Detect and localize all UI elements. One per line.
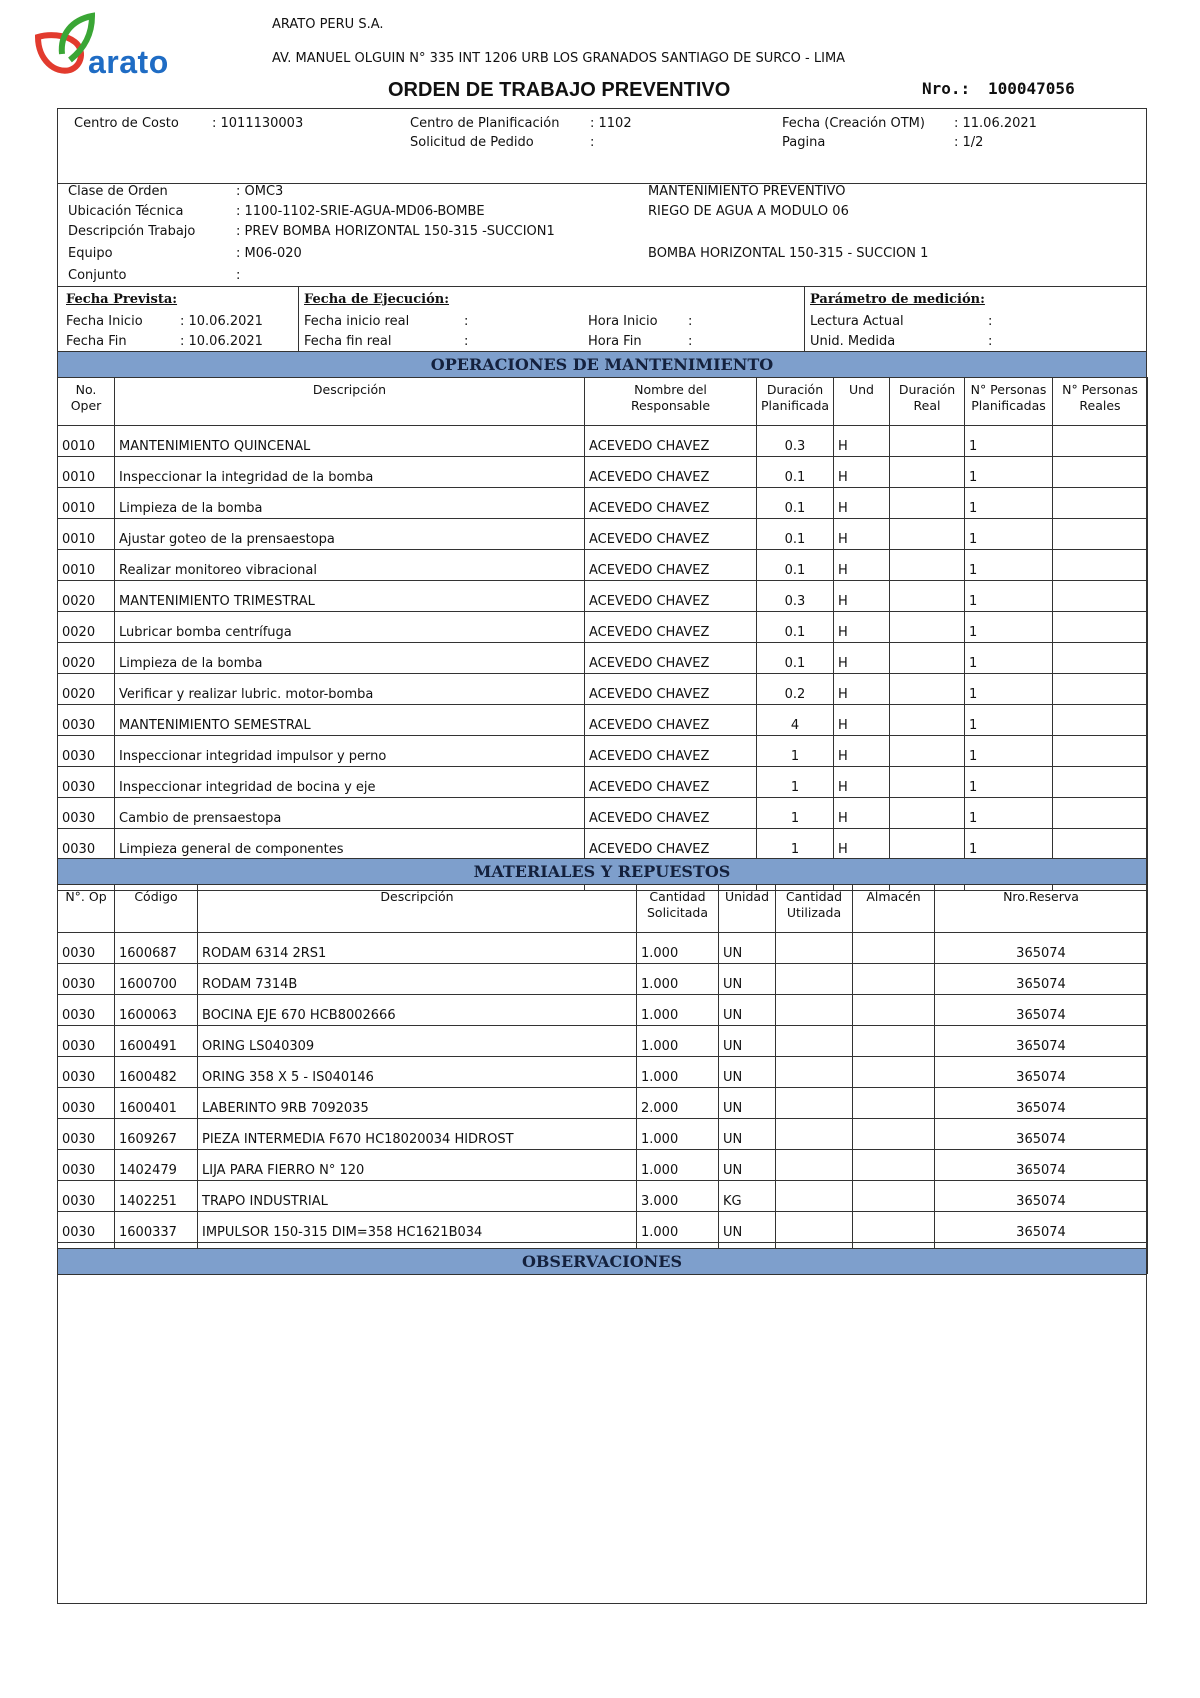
operations-cell: 0020 xyxy=(58,643,115,674)
operations-cell: 0010 xyxy=(58,519,115,550)
table-row xyxy=(58,1057,1148,1088)
materials-cell: RODAM 6314 2RS1 xyxy=(198,933,637,964)
materials-cell xyxy=(776,1212,853,1243)
operations-cell: 1 xyxy=(965,457,1053,488)
materials-header-cell: Almacén xyxy=(853,885,935,933)
operations-cell: H xyxy=(834,643,890,674)
operations-cell xyxy=(1053,581,1148,612)
operations-cell: H xyxy=(834,705,890,736)
creation-date-label: Fecha (Creación OTM) xyxy=(782,116,925,131)
operations-cell xyxy=(890,705,965,736)
order-number: 100047056 xyxy=(988,79,1075,98)
work-desc-label: Descripción Trabajo xyxy=(68,224,196,239)
company-logo xyxy=(30,12,205,87)
planned-dates-title: Fecha Prevista: xyxy=(66,292,178,307)
materials-cell xyxy=(853,933,935,964)
materials-header-cell: Unidad xyxy=(719,885,776,933)
materials-cell xyxy=(776,995,853,1026)
table-row xyxy=(58,798,1148,829)
page-label: Pagina xyxy=(782,135,826,150)
operations-cell xyxy=(1053,550,1148,581)
operations-cell: Realizar monitoreo vibracional xyxy=(115,550,585,581)
page-title: ORDEN DE TRABAJO PREVENTIVO xyxy=(388,79,731,101)
materials-cell: LIJA PARA FIERRO N° 120 xyxy=(198,1150,637,1181)
table-row xyxy=(58,1150,1148,1181)
materials-cell: PIEZA INTERMEDIA F670 HC18020034 HIDROST xyxy=(198,1119,637,1150)
materials-cell: UN xyxy=(719,1212,776,1243)
materials-cell: 0030 xyxy=(58,995,115,1026)
table-row xyxy=(58,705,1148,736)
materials-cell: 1.000 xyxy=(637,964,719,995)
creation-date-value: : 11.06.2021 xyxy=(954,116,1037,131)
materials-cell: UN xyxy=(719,964,776,995)
materials-cell: KG xyxy=(719,1181,776,1212)
materials-header-cell: Código xyxy=(115,885,198,933)
materials-cell: 0030 xyxy=(58,1088,115,1119)
operations-cell: 1 xyxy=(965,612,1053,643)
actual-start-value: : xyxy=(464,314,469,329)
table-row xyxy=(58,933,1148,964)
table-row xyxy=(58,581,1148,612)
operations-cell: MANTENIMIENTO TRIMESTRAL xyxy=(115,581,585,612)
operations-cell xyxy=(1053,488,1148,519)
operations-cell xyxy=(890,643,965,674)
operations-cell: Lubricar bomba centrífuga xyxy=(115,612,585,643)
operations-cell: ACEVEDO CHAVEZ xyxy=(585,674,757,705)
materials-cell xyxy=(853,1181,935,1212)
materials-cell: 365074 xyxy=(935,1181,1148,1212)
operations-cell: H xyxy=(834,798,890,829)
planned-start-value: : 10.06.2021 xyxy=(180,314,263,329)
operations-cell: Inspeccionar la integridad de la bomba xyxy=(115,457,585,488)
materials-cell xyxy=(853,1088,935,1119)
operations-cell xyxy=(1053,767,1148,798)
materials-cell: 365074 xyxy=(935,964,1148,995)
operations-cell: 0010 xyxy=(58,488,115,519)
materials-cell: 1600482 xyxy=(115,1057,198,1088)
materials-cell xyxy=(853,1026,935,1057)
operations-cell: Inspeccionar integridad impulsor y perno xyxy=(115,736,585,767)
operations-cell: 1 xyxy=(965,550,1053,581)
operations-cell xyxy=(1053,798,1148,829)
operations-cell: Limpieza de la bomba xyxy=(115,488,585,519)
materials-cell: UN xyxy=(719,1057,776,1088)
operations-cell: 0.3 xyxy=(757,426,834,457)
table-row xyxy=(58,1088,1148,1119)
operations-cell: 0010 xyxy=(58,550,115,581)
materials-cell: 365074 xyxy=(935,1212,1148,1243)
table-row xyxy=(58,674,1148,705)
table-row xyxy=(58,964,1148,995)
materials-cell: LABERINTO 9RB 7092035 xyxy=(198,1088,637,1119)
operations-cell: 0020 xyxy=(58,581,115,612)
operations-cell: 0.2 xyxy=(757,674,834,705)
materials-cell: 1600337 xyxy=(115,1212,198,1243)
materials-cell: 0030 xyxy=(58,933,115,964)
materials-cell xyxy=(853,1057,935,1088)
materials-cell: UN xyxy=(719,1026,776,1057)
table-row xyxy=(58,457,1148,488)
actual-start-label: Fecha inicio real xyxy=(304,314,410,329)
operations-cell: ACEVEDO CHAVEZ xyxy=(585,457,757,488)
request-value: : xyxy=(590,135,595,150)
materials-cell: UN xyxy=(719,995,776,1026)
table-row xyxy=(58,550,1148,581)
materials-cell: 365074 xyxy=(935,1088,1148,1119)
operations-cell: 1 xyxy=(965,829,1053,860)
operations-cell: ACEVEDO CHAVEZ xyxy=(585,736,757,767)
materials-header-cell: N°. Op xyxy=(58,885,115,933)
page-value: : 1/2 xyxy=(954,135,984,150)
unit-value: : xyxy=(988,334,993,349)
logo-wordmark: arato xyxy=(88,44,169,80)
actual-end-value: : xyxy=(464,334,469,349)
order-class-value: : OMC3 xyxy=(236,184,284,199)
table-row xyxy=(58,1119,1148,1150)
end-time-value: : xyxy=(688,334,693,349)
order-info-section xyxy=(57,183,1147,287)
materials-header-cell: Cantidad Utilizada xyxy=(776,885,853,933)
operations-cell: H xyxy=(834,426,890,457)
operations-cell: Limpieza general de componentes xyxy=(115,829,585,860)
operations-cell: ACEVEDO CHAVEZ xyxy=(585,550,757,581)
operations-cell: 1 xyxy=(757,798,834,829)
assembly-label: Conjunto xyxy=(68,268,127,283)
operations-cell: 0010 xyxy=(58,426,115,457)
materials-cell: 1.000 xyxy=(637,933,719,964)
cost-center-label: Centro de Costo xyxy=(74,116,179,131)
operations-cell: 1 xyxy=(965,767,1053,798)
equipment-desc: BOMBA HORIZONTAL 150-315 - SUCCION 1 xyxy=(648,246,929,261)
operations-cell xyxy=(1053,736,1148,767)
materials-cell: 1.000 xyxy=(637,995,719,1026)
operations-cell xyxy=(890,798,965,829)
materials-cell: 1402479 xyxy=(115,1150,198,1181)
operations-header-cell: N° Personas Planificadas xyxy=(965,378,1053,426)
materials-cell: 1402251 xyxy=(115,1181,198,1212)
materials-cell: RODAM 7314B xyxy=(198,964,637,995)
reading-value: : xyxy=(988,314,993,329)
table-row xyxy=(58,519,1148,550)
dates-divider xyxy=(804,286,805,352)
table-row xyxy=(58,1026,1148,1057)
materials-cell: 0030 xyxy=(58,1119,115,1150)
operations-cell xyxy=(1053,426,1148,457)
operations-cell: 0030 xyxy=(58,736,115,767)
materials-title: MATERIALES Y REPUESTOS xyxy=(57,858,1147,885)
equipment-value: : M06-020 xyxy=(236,246,302,261)
materials-cell xyxy=(776,964,853,995)
operations-cell: ACEVEDO CHAVEZ xyxy=(585,643,757,674)
order-number-label: Nro.: xyxy=(922,79,971,98)
materials-cell xyxy=(853,1212,935,1243)
operations-cell: 1 xyxy=(965,488,1053,519)
operations-cell xyxy=(890,519,965,550)
operations-cell: 1 xyxy=(757,767,834,798)
request-label: Solicitud de Pedido xyxy=(410,135,534,150)
operations-header-cell: N° Personas Reales xyxy=(1053,378,1148,426)
materials-cell: 1600700 xyxy=(115,964,198,995)
operations-cell: 1 xyxy=(965,519,1053,550)
operations-cell: ACEVEDO CHAVEZ xyxy=(585,767,757,798)
operations-cell: 0.1 xyxy=(757,457,834,488)
company-name: ARATO PERU S.A. xyxy=(272,17,384,32)
materials-cell: 1.000 xyxy=(637,1119,719,1150)
operations-cell: 0.1 xyxy=(757,612,834,643)
materials-cell: 0030 xyxy=(58,1057,115,1088)
start-time-value: : xyxy=(688,314,693,329)
materials-cell xyxy=(776,933,853,964)
materials-cell: 1600063 xyxy=(115,995,198,1026)
operations-cell: 1 xyxy=(965,736,1053,767)
materials-cell: UN xyxy=(719,1088,776,1119)
operations-cell xyxy=(890,767,965,798)
operations-cell: ACEVEDO CHAVEZ xyxy=(585,829,757,860)
operations-cell xyxy=(1053,705,1148,736)
operations-cell: Inspeccionar integridad de bocina y eje xyxy=(115,767,585,798)
operations-cell: 1 xyxy=(757,736,834,767)
operations-cell: ACEVEDO CHAVEZ xyxy=(585,705,757,736)
operations-cell xyxy=(890,612,965,643)
table-row xyxy=(58,736,1148,767)
materials-header-cell: Cantidad Solicitada xyxy=(637,885,719,933)
materials-cell: TRAPO INDUSTRIAL xyxy=(198,1181,637,1212)
execution-dates-title: Fecha de Ejecución: xyxy=(304,292,450,307)
materials-cell: 365074 xyxy=(935,1057,1148,1088)
planning-center-value: : 1102 xyxy=(590,116,632,131)
dates-divider xyxy=(298,286,299,352)
planned-start-label: Fecha Inicio xyxy=(66,314,143,329)
operations-cell: Verificar y realizar lubric. motor-bomba xyxy=(115,674,585,705)
operations-cell xyxy=(890,829,965,860)
operations-cell xyxy=(890,674,965,705)
materials-cell: 365074 xyxy=(935,1150,1148,1181)
materials-cell: IMPULSOR 150-315 DIM=358 HC1621B034 xyxy=(198,1212,637,1243)
company-address: AV. MANUEL OLGUIN N° 335 INT 1206 URB LOS GRANADOS SANTIAGO DE SURCO - LIMA xyxy=(272,51,846,66)
materials-cell: 1600687 xyxy=(115,933,198,964)
table-row xyxy=(58,426,1148,457)
operations-cell: 0.1 xyxy=(757,519,834,550)
cost-center-value: : 1011130003 xyxy=(212,116,304,131)
materials-cell: BOCINA EJE 670 HCB8002666 xyxy=(198,995,637,1026)
planning-center-label: Centro de Planificación xyxy=(410,116,560,131)
operations-header-cell: Und xyxy=(834,378,890,426)
order-class-label: Clase de Orden xyxy=(68,184,168,199)
operations-cell xyxy=(1053,643,1148,674)
materials-cell: 3.000 xyxy=(637,1181,719,1212)
location-label: Ubicación Técnica xyxy=(68,204,184,219)
materials-cell xyxy=(853,1119,935,1150)
operations-cell: 1 xyxy=(965,705,1053,736)
materials-cell: 365074 xyxy=(935,995,1148,1026)
operations-cell: H xyxy=(834,612,890,643)
operations-cell xyxy=(1053,674,1148,705)
operations-cell: MANTENIMIENTO QUINCENAL xyxy=(115,426,585,457)
operations-cell xyxy=(890,736,965,767)
reading-label: Lectura Actual xyxy=(810,314,904,329)
table-row xyxy=(58,1212,1148,1243)
materials-cell: 0030 xyxy=(58,1150,115,1181)
materials-table xyxy=(57,884,1148,1274)
equipment-label: Equipo xyxy=(68,246,113,261)
table-row xyxy=(58,612,1148,643)
materials-cell: 1.000 xyxy=(637,1026,719,1057)
operations-cell: 0.1 xyxy=(757,643,834,674)
materials-cell: UN xyxy=(719,1150,776,1181)
operations-cell: 1 xyxy=(965,643,1053,674)
operations-cell xyxy=(890,488,965,519)
operations-table xyxy=(57,377,1148,891)
operations-cell: 4 xyxy=(757,705,834,736)
materials-cell xyxy=(776,1150,853,1181)
operations-cell: 0.1 xyxy=(757,550,834,581)
assembly-value: : xyxy=(236,268,241,283)
materials-cell: 365074 xyxy=(935,1026,1148,1057)
operations-cell xyxy=(890,457,965,488)
table-row xyxy=(58,488,1148,519)
unit-label: Unid. Medida xyxy=(810,334,896,349)
operations-cell: H xyxy=(834,829,890,860)
operations-cell: H xyxy=(834,457,890,488)
operations-cell: MANTENIMIENTO SEMESTRAL xyxy=(115,705,585,736)
operations-title: OPERACIONES DE MANTENIMIENTO xyxy=(57,351,1147,378)
location-value: : 1100-1102-SRIE-AGUA-MD06-BOMBE xyxy=(236,204,485,219)
materials-cell: UN xyxy=(719,1119,776,1150)
materials-cell: 0030 xyxy=(58,1181,115,1212)
operations-cell: ACEVEDO CHAVEZ xyxy=(585,581,757,612)
operations-cell xyxy=(1053,457,1148,488)
operations-cell: H xyxy=(834,767,890,798)
operations-header-cell: Nombre del Responsable xyxy=(585,378,757,426)
operations-header-cell: No. Oper xyxy=(58,378,115,426)
operations-cell: ACEVEDO CHAVEZ xyxy=(585,426,757,457)
observations-area[interactable] xyxy=(57,1274,1147,1604)
table-row xyxy=(58,643,1148,674)
operations-cell xyxy=(1053,612,1148,643)
operations-cell: H xyxy=(834,519,890,550)
location-desc: RIEGO DE AGUA A MODULO 06 xyxy=(648,204,849,219)
operations-header-cell: Descripción xyxy=(115,378,585,426)
operations-cell: H xyxy=(834,674,890,705)
operations-cell: Ajustar goteo de la prensaestopa xyxy=(115,519,585,550)
operations-cell xyxy=(890,426,965,457)
materials-cell: 365074 xyxy=(935,1119,1148,1150)
materials-cell xyxy=(776,1181,853,1212)
operations-cell xyxy=(1053,829,1148,860)
materials-cell: 0030 xyxy=(58,1026,115,1057)
operations-cell: 0010 xyxy=(58,457,115,488)
operations-header-cell: Duración Planificada xyxy=(757,378,834,426)
operations-cell: 1 xyxy=(757,829,834,860)
materials-cell xyxy=(776,1088,853,1119)
materials-cell xyxy=(853,995,935,1026)
materials-cell: 1609267 xyxy=(115,1119,198,1150)
materials-cell: ORING LS040309 xyxy=(198,1026,637,1057)
operations-cell: 1 xyxy=(965,426,1053,457)
operations-cell: 0020 xyxy=(58,674,115,705)
observations-title: OBSERVACIONES xyxy=(57,1248,1147,1275)
materials-header-cell: Nro.Reserva xyxy=(935,885,1148,933)
materials-cell: ORING 358 X 5 - IS040146 xyxy=(198,1057,637,1088)
end-time-label: Hora Fin xyxy=(588,334,642,349)
materials-cell xyxy=(853,1150,935,1181)
operations-cell: 0.3 xyxy=(757,581,834,612)
operations-cell: H xyxy=(834,736,890,767)
materials-cell: 1.000 xyxy=(637,1057,719,1088)
operations-cell xyxy=(1053,519,1148,550)
operations-header-cell: Duración Real xyxy=(890,378,965,426)
operations-cell: Limpieza de la bomba xyxy=(115,643,585,674)
materials-cell: 1600491 xyxy=(115,1026,198,1057)
materials-cell: 1600401 xyxy=(115,1088,198,1119)
operations-cell: 0030 xyxy=(58,767,115,798)
operations-cell xyxy=(890,550,965,581)
actual-end-label: Fecha fin real xyxy=(304,334,392,349)
operations-cell: H xyxy=(834,550,890,581)
materials-cell: 0030 xyxy=(58,964,115,995)
operations-cell: 0020 xyxy=(58,612,115,643)
operations-cell: ACEVEDO CHAVEZ xyxy=(585,488,757,519)
operations-cell: 0030 xyxy=(58,829,115,860)
materials-cell: 365074 xyxy=(935,933,1148,964)
operations-cell: 1 xyxy=(965,674,1053,705)
operations-cell: ACEVEDO CHAVEZ xyxy=(585,519,757,550)
materials-cell: UN xyxy=(719,933,776,964)
planned-end-label: Fecha Fin xyxy=(66,334,127,349)
table-row xyxy=(58,767,1148,798)
work-desc-value: : PREV BOMBA HORIZONTAL 150-315 -SUCCION1 xyxy=(236,224,555,239)
start-time-label: Hora Inicio xyxy=(588,314,658,329)
materials-cell: 0030 xyxy=(58,1212,115,1243)
materials-cell: 2.000 xyxy=(637,1088,719,1119)
materials-cell: 1.000 xyxy=(637,1212,719,1243)
table-row xyxy=(58,829,1148,860)
operations-cell: Cambio de prensaestopa xyxy=(115,798,585,829)
table-row xyxy=(58,1181,1148,1212)
table-row xyxy=(58,995,1148,1026)
operations-cell: 0030 xyxy=(58,798,115,829)
operations-cell: H xyxy=(834,581,890,612)
operations-cell: ACEVEDO CHAVEZ xyxy=(585,798,757,829)
operations-cell: 0030 xyxy=(58,705,115,736)
materials-cell xyxy=(853,964,935,995)
materials-cell xyxy=(776,1057,853,1088)
operations-cell: 0.1 xyxy=(757,488,834,519)
operations-cell: H xyxy=(834,488,890,519)
materials-header-cell: Descripción xyxy=(198,885,637,933)
materials-cell xyxy=(776,1119,853,1150)
operations-cell: 1 xyxy=(965,581,1053,612)
planned-end-value: : 10.06.2021 xyxy=(180,334,263,349)
materials-cell: 1.000 xyxy=(637,1150,719,1181)
materials-cell xyxy=(776,1026,853,1057)
operations-cell xyxy=(890,581,965,612)
measurement-title: Parámetro de medición: xyxy=(810,292,985,307)
order-class-desc: MANTENIMIENTO PREVENTIVO xyxy=(648,184,846,199)
operations-cell: 1 xyxy=(965,798,1053,829)
operations-cell: ACEVEDO CHAVEZ xyxy=(585,612,757,643)
